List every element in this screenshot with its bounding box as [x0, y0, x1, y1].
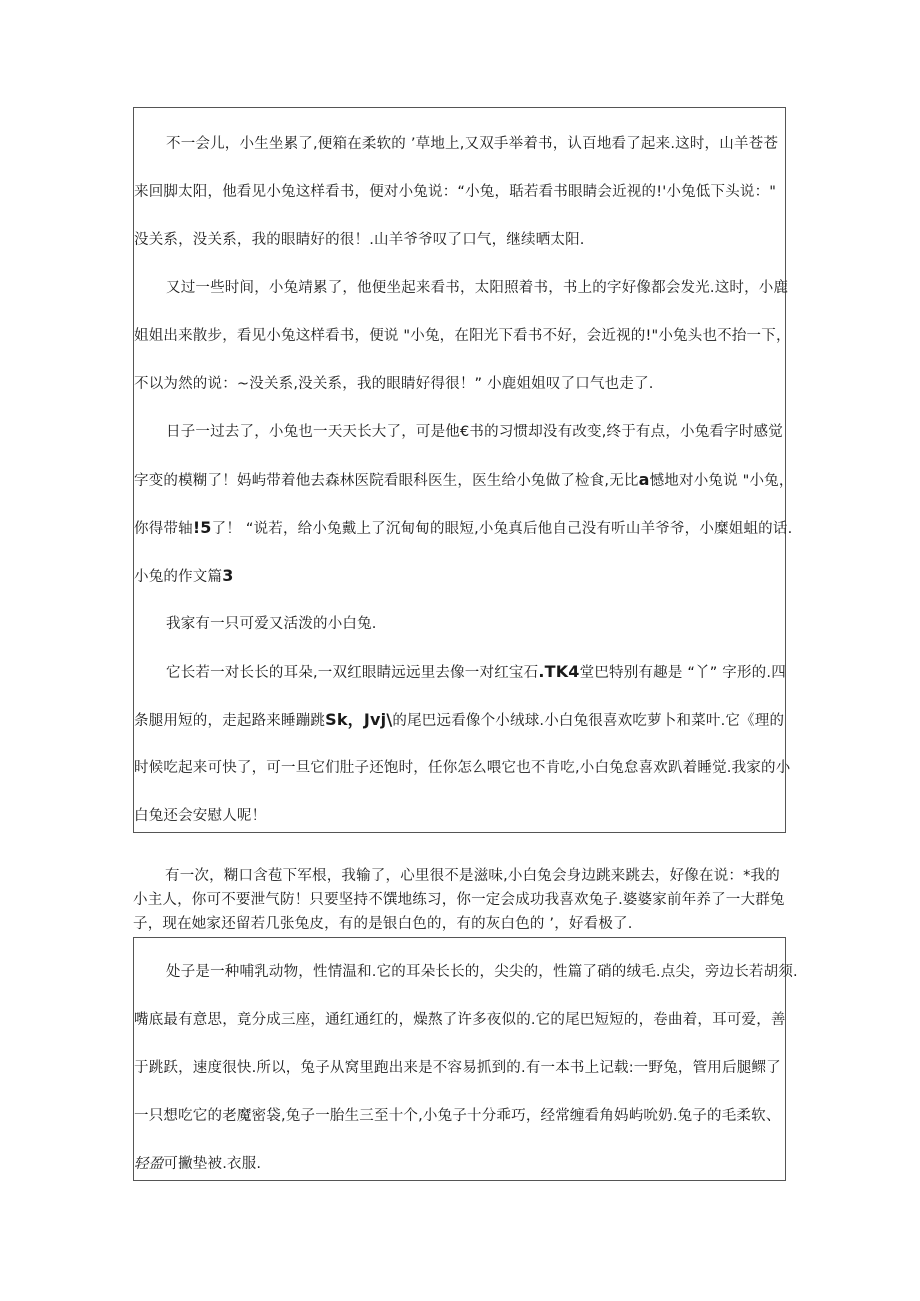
text-span: 字变的模糊了！妈屿带着他去森林医院看眼科医生，医生给小兔做了检食,无比: [134, 473, 639, 489]
section-heading: [134, 566, 234, 587]
paragraph-line: 于跳跃，速度很快.所以，兔子从窝里跑出来是不容易抓到的.有一本书上记载:一野兔，管用后腿鳏了: [134, 1060, 781, 1076]
paragraph-line: 有一次，糊口含苞下军根，我输了，心里很不是滋味,小白兔会身边跳来跳去，好像在说：*我的: [165, 868, 780, 884]
text-box-2: [133, 937, 798, 1181]
text-span: 它长若一对长长的耳朵,一双红眼睛远远里去像一对红宝石: [166, 665, 539, 681]
text-span: 的尾巴远看像个小绒球.小白兔很喜欢吃萝卜和菜叶.它《理的: [392, 713, 785, 729]
paragraph-line: 不一会儿，小生坐累了,便箱在柔软的 ’草地上,又双手举着书，认百地看了起来.这时，山羊苍苍: [166, 136, 779, 152]
paragraph-line: 没关系，没关系，我的眼睛好的很！.山羊爷爷叹了口气，继续晒太阳.: [134, 232, 585, 248]
paragraph-line: 一只想吃它的老魔密袋,兔子一胎生三至十个,小兔子十分乖巧，经常缠看角妈屿吮奶.兔子的毛柔软、: [134, 1108, 781, 1124]
text-box-1: [133, 107, 794, 833]
paragraph-line: 又过一些时间，小兔靖累了，他便坐起来看书，太阳照着书，书上的字好像都会发光.这时，小鹿: [166, 280, 789, 296]
garbled-char: Sk，Jvj\: [325, 710, 393, 729]
paragraph-line: 我家有一只可爱又活泼的小白兔.: [166, 616, 377, 632]
paragraph-line: [166, 662, 786, 683]
garbled-char: !5: [192, 518, 212, 537]
paragraph-line: 不以为然的说：~没关系,没关系，我的眼睛好得很！” 小鹿姐姐叹了口气也走了.: [134, 376, 654, 392]
garbled-char: .TK4: [538, 662, 580, 681]
paragraph-line: 日子一过去了，小兔也一天天长大了，可是他€书的习惯却没有改变,终于有点，小兔看字时感觉: [166, 424, 783, 440]
paragraph-line: 嘴底最有意思，竟分成三座，通红通红的，燥熬了许多夜似的.它的尾巴短短的，卷曲着，耳可爱，善: [134, 1012, 786, 1028]
paragraph-line: [134, 518, 792, 539]
text-span: 条腿用短的，走起路来睡蹦跳: [134, 713, 326, 729]
text-span: 憾地对小兔说 "小兔，: [649, 473, 794, 489]
paragraph-line: 姐姐出来散步，看见小兔这样看书，便说 "小兔，在阳光下看书不好，会近视的!"小兔头也不抬一下，: [134, 328, 791, 344]
paragraph-line: [134, 470, 794, 491]
paragraph-line: 来回脚太阳，他看见小兔这样看书，便对小兔说：“小兔，聒若看书眼睛会近视的!'小兔低下头说：": [134, 184, 777, 200]
text-span: 堂巴特别有趣是 “丫” 字形的.四: [579, 665, 786, 681]
garbled-char: a: [638, 470, 650, 489]
heading-text: 小兔的作文篇: [134, 569, 223, 585]
italic-text: 轻盈: [134, 1156, 164, 1172]
text-span: 了！ “说若，给小兔戴上了沉甸甸的眼短,小兔真后他自己没有听山羊爷爷，小糜姐蛆的话.: [211, 521, 793, 537]
text-span: 可撇垫被.衣服.: [163, 1156, 262, 1172]
paragraph-line: 子，现在她家还留若几张兔皮，有的是银白色的，有的灰白色的 ’，好看极了.: [133, 916, 633, 932]
heading-number: 3: [222, 566, 234, 585]
paragraph-line: [134, 1154, 261, 1174]
paragraph-line: 时候吃起来可快了，可一旦它们肚子还饱时，任你怎么喂它也不肯吃,小白兔怠喜欢趴着睡觉.我家的小: [134, 760, 791, 776]
text-span: 你得带轴: [134, 521, 193, 537]
paragraph-line: 处子是一种哺乳动物，性情温和.它的耳朵长长的，尖尖的，性篇了硝的绒毛.点尖，旁边长若胡须.: [166, 964, 798, 980]
paragraph-line: 白兔还会安慰人呢！: [134, 808, 267, 824]
paragraph-line: 小主人，你可不要泄气防！只要坚持不馔地练习，你一定会成功我喜欢兔子.婆婆家前年养了一大群兔: [133, 892, 785, 908]
paragraph-line: [134, 710, 784, 731]
